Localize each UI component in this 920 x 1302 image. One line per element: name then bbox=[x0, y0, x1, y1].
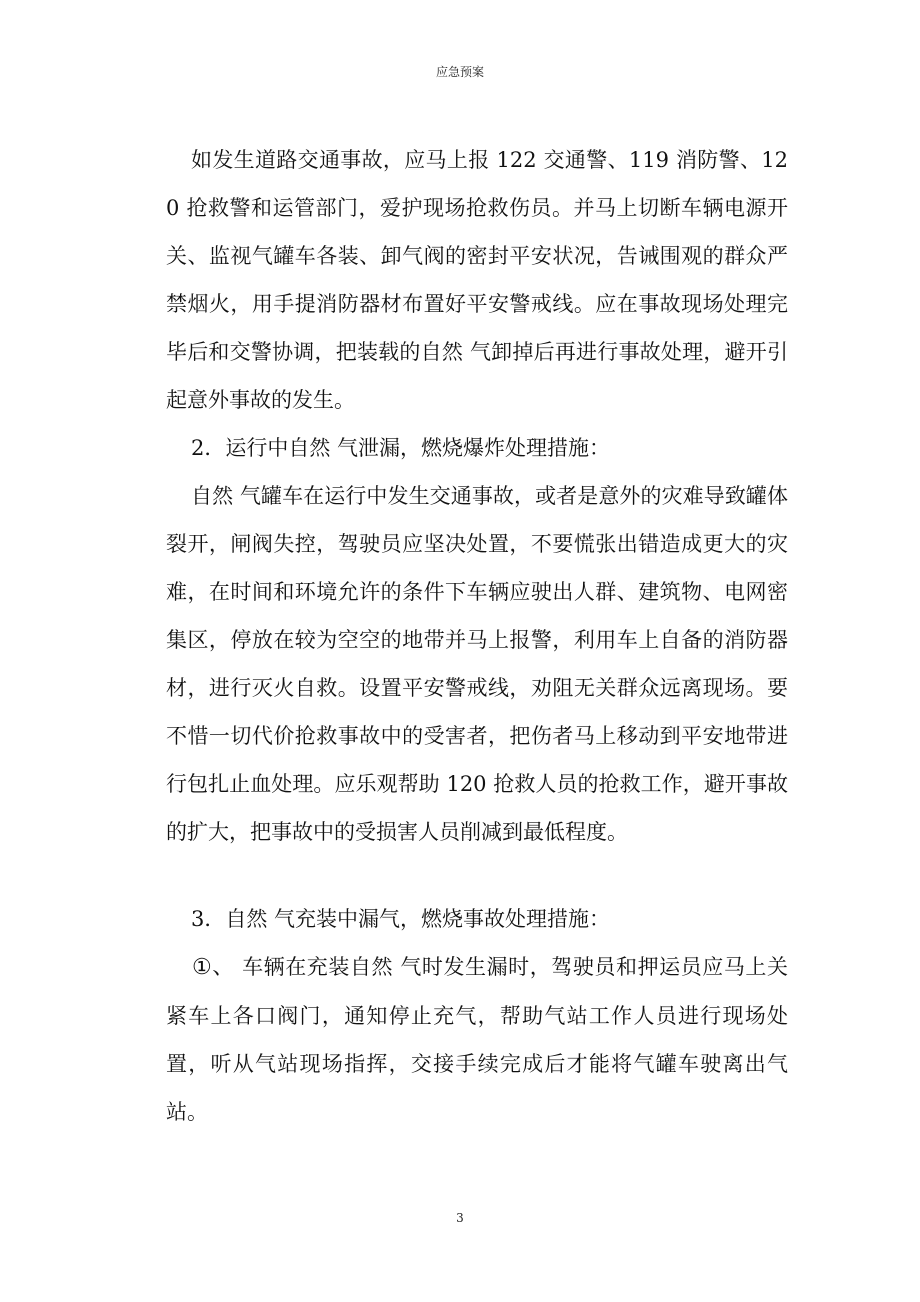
section-heading-2: 2．运行中自然 气泄漏，燃烧爆炸处理措施： bbox=[191, 436, 611, 460]
list-item-1 bbox=[166, 943, 788, 1136]
page-number: 3 bbox=[456, 1211, 464, 1225]
list-item-text: 车辆在充装自然 气时发生漏时，驾驶员和押运员应马上关紧车上各口阀门，通知停止充气，帮助气站工作人员进行现场处置，听从气站现场指挥，交接手续完成后才能将气罐车驶离出气站。 bbox=[166, 955, 788, 1124]
page-header: 应急预案 bbox=[435, 65, 484, 79]
section-heading-3: 3．自然 气充装中漏气，燃烧事故处理措施： bbox=[191, 907, 611, 931]
list-marker: ①、 bbox=[192, 955, 235, 980]
document-body bbox=[166, 136, 788, 1136]
paragraph-traffic-accident: 如发生道路交通事故，应马上报 122 交通警、119 消防警、120 抢救警和运管部门，爱护现场抢救伤员。并马上切断车辆电源开关、监视气罐车各装、卸气阀的密封平安状况，告诫围观的群众严禁烟火，用手提消防器材布置好平安警戒线。应在事故现场处理完毕后和交警协调，把装载的自然 气卸掉后再进行事故处理，避开引起意外事故的发生。 bbox=[166, 148, 788, 412]
paragraph-leak-in-transit: 自然 气罐车在运行中发生交通事故，或者是意外的灾难导致罐体裂开，闸阀失控，驾驶员应坚决处置，不要慌张出错造成更大的灾难，在时间和环境允许的条件下车辆应驶出人群、建筑物、电网密集区，停放在较为空空的地带并马上报警，利用车上自备的消防器材，进行灭火自救。设置平安警戒线，劝阻无关群众远离现场。要不惜一切代价抢救事故中的受害者，把伤者马上移动到平安地带进行包扎止血处理。应乐观帮助 120 抢救人员的抢救工作，避开事故的扩大，把事故中的受损害人员削减到最低程度。 bbox=[166, 484, 788, 844]
